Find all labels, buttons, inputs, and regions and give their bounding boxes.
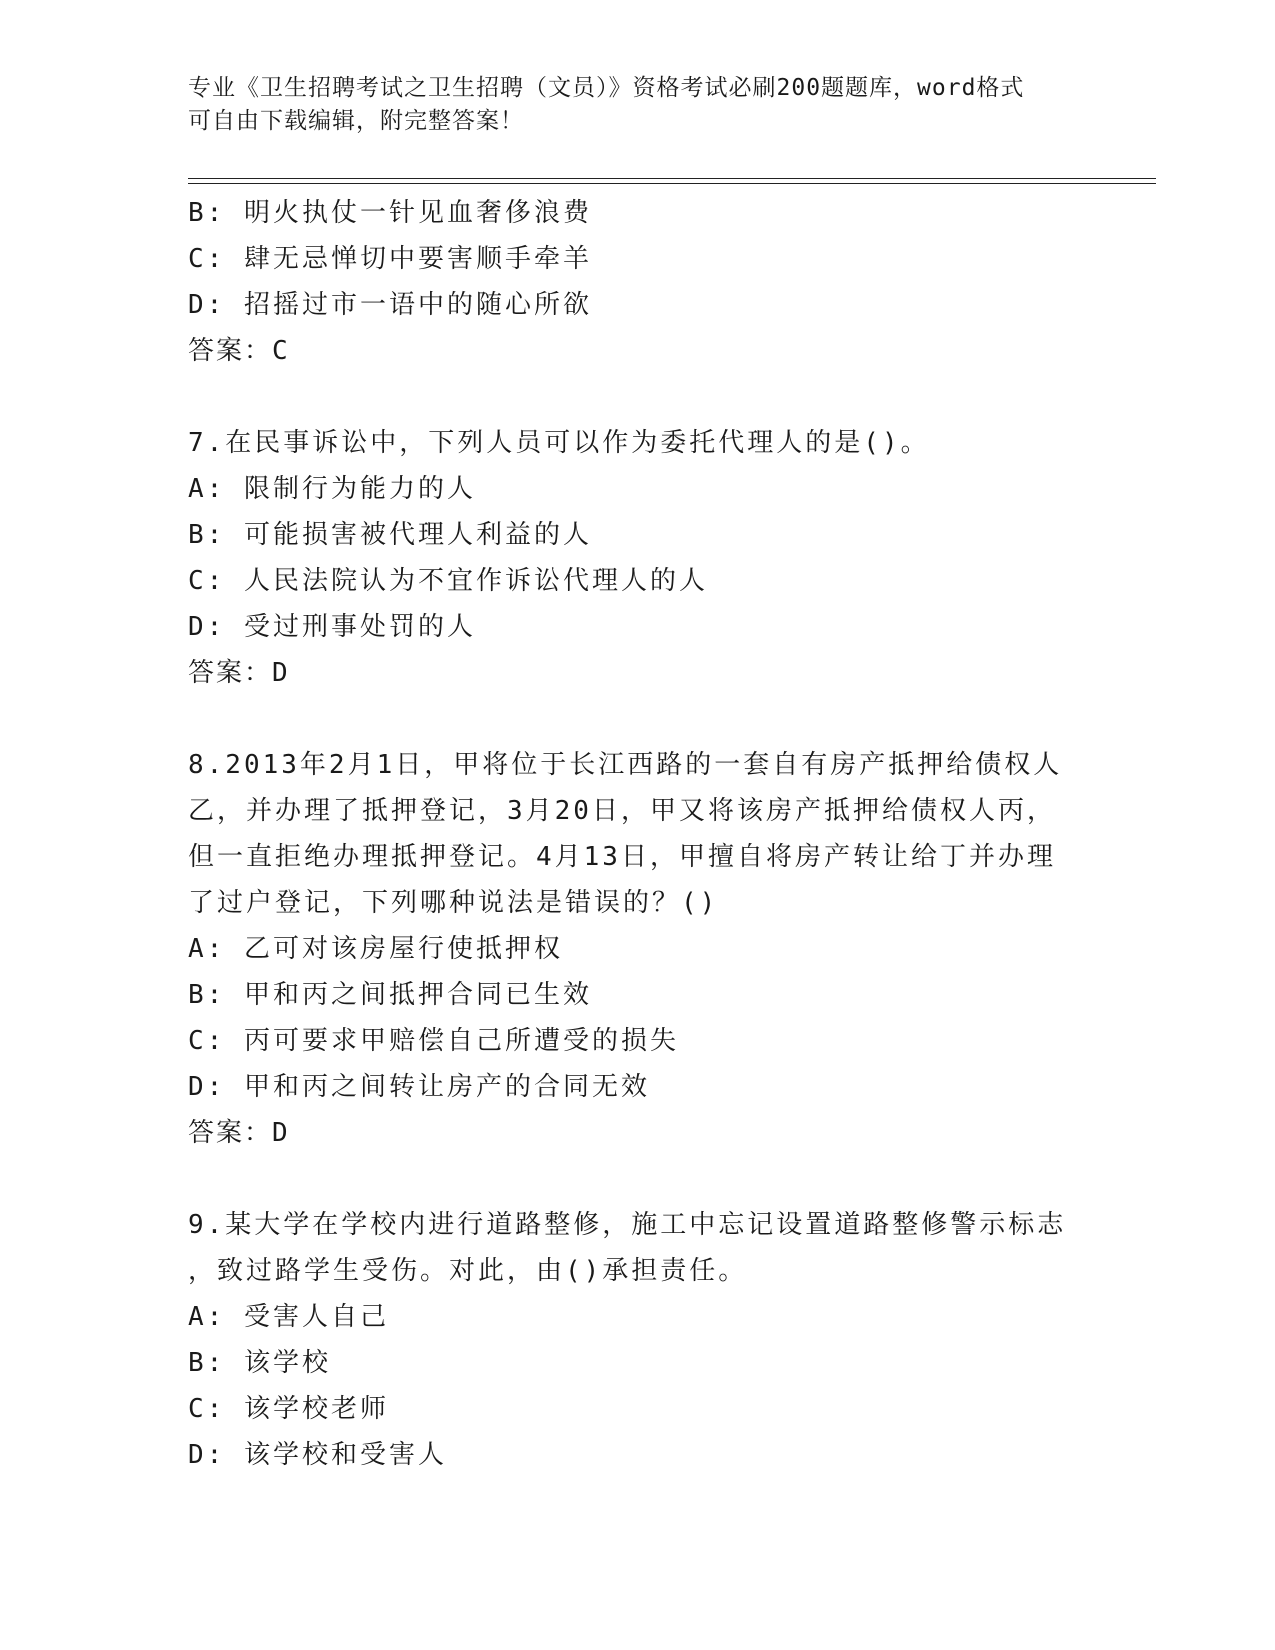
- option-d: D: 招摇过市一语中的随心所欲: [188, 290, 592, 320]
- question-text-line-2: ，致过路学生受伤。对此，由()承担责任。: [188, 1256, 748, 1286]
- header-title-line-1: 专业《卫生招聘考试之卫生招聘（文员）》资格考试必刷200题题库，word格式: [188, 75, 1025, 101]
- question-spacer: [188, 374, 1078, 420]
- option-b: B: 明火执仗一针见血奢侈浪费: [188, 198, 592, 228]
- answer-label: 答案：C: [188, 336, 290, 366]
- question-text-line-1: 9.某大学在学校内进行道路整修，施工中忘记设置道路整修警示标志: [188, 1210, 1067, 1240]
- header-title-line-2: 可自由下载编辑，附完整答案！: [188, 108, 524, 134]
- option-c: C: 人民法院认为不宜作诉讼代理人的人: [188, 566, 708, 596]
- question-list: [188, 190, 1078, 1478]
- question-text-line-2: 乙，并办理了抵押登记，3月20日，甲又将该房产抵押给债权人丙，: [188, 796, 1056, 826]
- question-6-tail: [188, 190, 1078, 374]
- question-text-line-1: 8.2013年2月1日，甲将位于长江西路的一套自有房产抵押给债权人: [188, 750, 1063, 780]
- question-7: [188, 420, 1078, 696]
- option-a: A: 乙可对该房屋行使抵押权: [188, 934, 563, 964]
- answer-label: 答案：D: [188, 658, 290, 688]
- question-8: [188, 742, 1078, 1156]
- option-a: A: 受害人自己: [188, 1302, 389, 1332]
- option-a: A: 限制行为能力的人: [188, 474, 476, 504]
- option-d: D: 该学校和受害人: [188, 1440, 447, 1470]
- header-divider-bottom: [188, 183, 1156, 184]
- question-text-line-3: 但一直拒绝办理抵押登记。4月13日，甲擅自将房产转让给丁并办理: [188, 842, 1056, 872]
- question-9: [188, 1202, 1078, 1478]
- header-divider-top: [188, 178, 1156, 179]
- option-b: B: 甲和丙之间抵押合同已生效: [188, 980, 592, 1010]
- answer-label: 答案：D: [188, 1118, 290, 1148]
- option-d: D: 甲和丙之间转让房产的合同无效: [188, 1072, 650, 1102]
- option-c: C: 丙可要求甲赔偿自己所遭受的损失: [188, 1026, 679, 1056]
- question-text: 7.在民事诉讼中，下列人员可以作为委托代理人的是()。: [188, 428, 930, 458]
- question-spacer: [188, 1156, 1078, 1202]
- document-header: [188, 72, 1068, 138]
- option-b: B: 可能损害被代理人利益的人: [188, 520, 592, 550]
- question-text-line-4: 了过户登记，下列哪种说法是错误的？(): [188, 888, 719, 918]
- option-d: D: 受过刑事处罚的人: [188, 612, 476, 642]
- question-spacer: [188, 696, 1078, 742]
- option-b: B: 该学校: [188, 1348, 331, 1378]
- option-c: C: 肆无忌惮切中要害顺手牵羊: [188, 244, 592, 274]
- option-c: C: 该学校老师: [188, 1394, 389, 1424]
